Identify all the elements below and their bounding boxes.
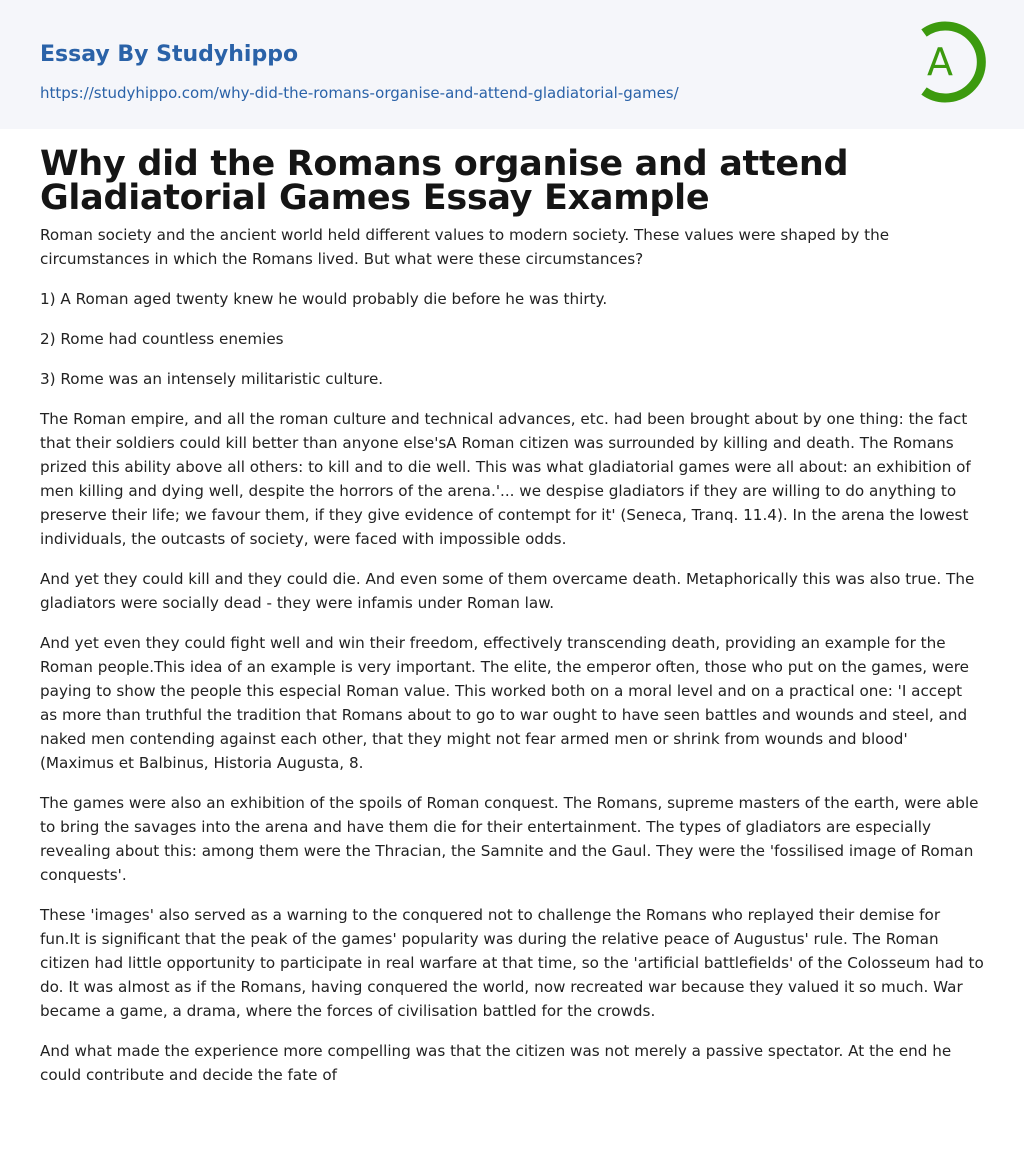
paragraph: The games were also an exhibition of the spoils of Roman conquest. The Romans, supreme masters of the earth, were able to bring the savages into the arena and have them die for their entertainment. The types of gladiators are especially revealing about this: among them were the Thracian, the Samnite and the Gaul. They were the 'fossilised image of Roman conquests'. xyxy=(40,794,979,884)
essay-url-link[interactable]: https://studyhippo.com/why-did-the-romans-organise-and-attend-gladiatorial-games/ xyxy=(40,84,679,102)
brand-title[interactable]: Essay By Studyhippo xyxy=(40,42,299,67)
paragraph: And what made the experience more compelling was that the citizen was not merely a passive spectator. At the end he could contribute and decide the fate of xyxy=(40,1042,952,1084)
paragraph: 1) A Roman aged twenty knew he would probably die before he was thirty. xyxy=(40,290,608,308)
site-header xyxy=(0,0,1024,129)
paragraph: These 'images' also served as a warning to the conquered not to challenge the Romans who replayed their demise for fun.It is significant that the peak of the games' popularity was during the relative peace of Augustus' rule. The Roman citizen had little opportunity to participate in real warfare at that time, so the 'artificial battlefields' of the Colosseum had to do. It was almost as if the Romans, having conquered the world, now recreated war because they valued it so much. War became a game, a drama, where the forces of civilisation battled for the crowds. xyxy=(40,906,984,1020)
paragraph: And yet they could kill and they could die. And even some of them overcame death. Metaphorically this was also true. The gladiators were socially dead - they were infamis under Roman law. xyxy=(40,570,975,612)
paragraph: The Roman empire, and all the roman culture and technical advances, etc. had been brought about by one thing: the fact that their soldiers could kill better than anyone else'sA Roman citizen was surrounded by killing and death. The Romans prized this ability above all others: to kill and to die well. This was what gladiatorial games were all about: an exhibition of men killing and dying well, despite the horrors of the arena.'... we despise gladiators if they are willing to do anything to preserve their life; we favour them, if they give evidence of contempt for it' (Seneca, Tranq. 11.4). In the arena the lowest individuals, the outcasts of society, were faced with impossible odds. xyxy=(40,410,971,548)
paragraph: 2) Rome had countless enemies xyxy=(40,330,284,348)
studyhippo-logo-icon[interactable] xyxy=(912,19,988,105)
paragraph: 3) Rome was an intensely militaristic culture. xyxy=(40,370,384,388)
paragraph: Roman society and the ancient world held different values to modern society. These values were shaped by the circumstances in which the Romans lived. But what were these circumstances? xyxy=(40,226,890,268)
article xyxy=(0,144,1024,1087)
logo-letter: A xyxy=(927,40,953,84)
paragraph: And yet even they could fight well and win their freedom, effectively transcending death, providing an example for the Roman people.This idea of an example is very important. The elite, the emperor often, those who put on the games, were paying to show the people this especial Roman value. This worked both on a moral level and on a practical one: 'I accept as more than truthful the tradition that Romans about to go to war ought to have seen battles and wounds and steel, and naked men contending against each other, that they might not fear armed men or shrink from wounds and blood' (Maximus et Balbinus, Historia Augusta, 8. xyxy=(40,634,969,772)
page-title: Why did the Romans organise and attend Gladiatorial Games Essay Example xyxy=(40,144,849,218)
